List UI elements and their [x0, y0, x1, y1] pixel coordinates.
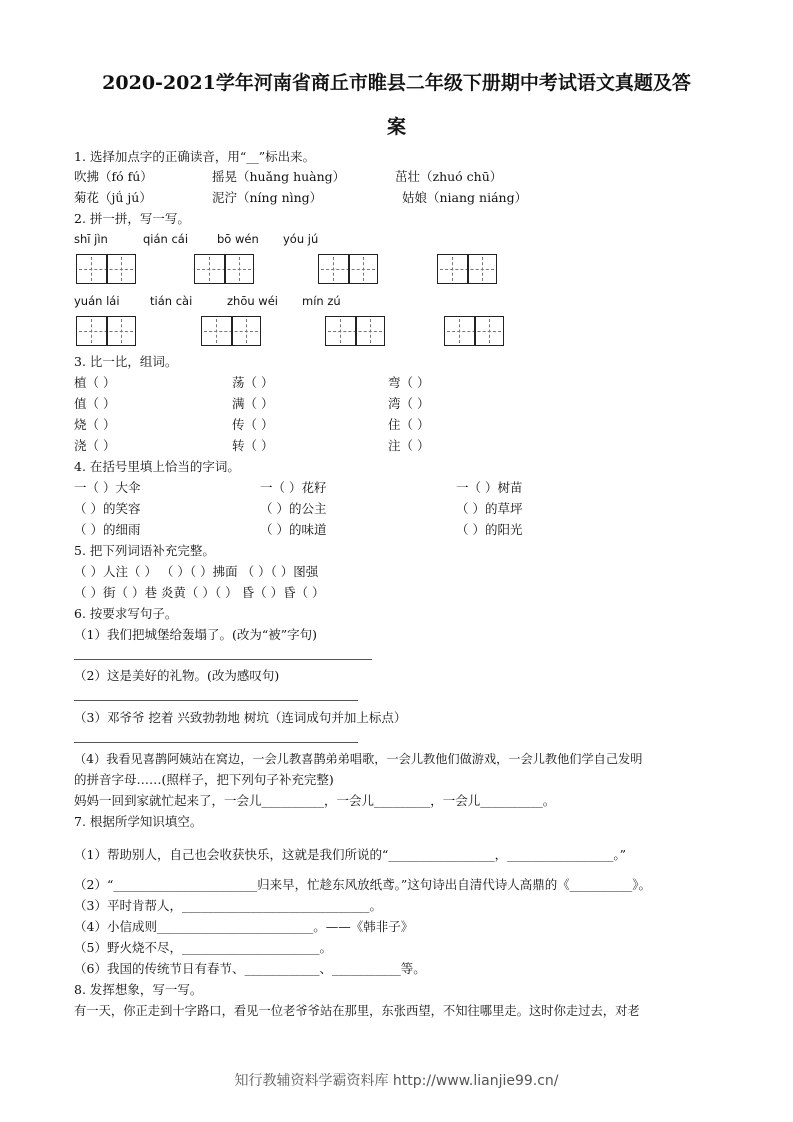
q4-item: （ ）的笑容: [74, 501, 141, 516]
q3-item: 湾（ ）: [388, 396, 430, 411]
q3-item: 注（ ）: [388, 438, 430, 453]
footer-watermark: 知行教辅资料学霸资料库 http://www.lianjie99.cn/: [234, 1073, 559, 1089]
q7-item: （3）平时肯帮人，______________________________。: [74, 898, 382, 913]
q7-item: （4）小信成则_________________________。——《韩非子》: [74, 919, 414, 934]
q4-item: （ ）的阳光: [456, 522, 523, 537]
q1-item: 吹拂（fó fú）: [74, 169, 153, 184]
q1-item: 姑娘（niang niáng）: [402, 190, 528, 205]
q6-sentence: 妈妈一回到家就忙起来了，一会儿__________，一会儿_________，一会儿__________。: [74, 793, 556, 808]
pinyin-label: zhōu wéi: [227, 294, 278, 308]
q4-item: 一（ ）树苗: [456, 480, 523, 495]
q4-heading: 4. 在括号里填上恰当的字词。: [74, 459, 240, 474]
q8-text: 有一天，你正走到十字路口，看见一位老爷爷站在那里，东张西望，不知往哪里走。这时你走过去，对老: [74, 1004, 640, 1018]
title-line-1: 2020-2021学年河南省商丘市睢县二年级下册期中考试语文真题及答: [102, 72, 691, 94]
q3-item: 荡（ ）: [232, 375, 274, 390]
q5-row: （ ）人注（ ） （ ）（ ）拂面 （ ）（ ）图强: [74, 564, 319, 579]
pinyin-label: mín zú: [302, 294, 341, 308]
pinyin-label: yuán lái: [74, 294, 120, 308]
q1-item: 摇晃（huǎng huàng）: [212, 169, 346, 184]
q4-item: （ ）的细雨: [74, 522, 141, 537]
pinyin-label: tián cài: [150, 294, 193, 308]
q2-heading: 2. 拼一拼，写一写。: [74, 211, 190, 226]
q5-row: （ ）街（ ）巷 炎黄（ ）（ ） 昏（ ）昏（ ）: [74, 585, 325, 600]
q3-item: 转（ ）: [232, 438, 274, 453]
q6-sentence: （1）我们把城堡给轰塌了。(改为“被”字句): [74, 627, 317, 642]
q7-item: （1）帮助别人，自己也会收获快乐，这就是我们所说的“_________________，_________________。”: [74, 847, 626, 862]
tianzige-box[interactable]: [201, 316, 261, 346]
answer-line[interactable]: [74, 742, 358, 743]
q3-item: 植（ ）: [74, 375, 116, 390]
pinyin-label: bō wén: [217, 232, 259, 246]
q3-item: 值（ ）: [74, 396, 116, 411]
q4-item: 一（ ）大伞: [74, 480, 141, 495]
tianzige-box[interactable]: [194, 254, 254, 284]
q3-item: 弯（ ）: [388, 375, 430, 390]
q1-item: 菊花（jǘ jú）: [74, 190, 152, 205]
q6-sentence: （4）我看见喜鹊阿姨站在窝边，一会儿教喜鹊弟弟唱歌，一会儿教他们做游戏，一会儿教他们学自己发明: [74, 752, 643, 766]
q8-heading: 8. 发挥想象，写一写。: [74, 982, 203, 997]
q7-item: （2）“_______________________归来早，忙趁东风放纸鸢。”这句诗出自清代诗人高鼎的《__________》。: [74, 877, 651, 892]
q7-heading: 7. 根据所学知识填空。: [74, 814, 203, 829]
q6-sentence: （2）这是美好的礼物。(改为感叹句): [74, 668, 280, 683]
tianzige-box[interactable]: [76, 254, 136, 284]
tianzige-box[interactable]: [437, 254, 497, 284]
q4-item: 一（ ）花籽: [260, 480, 327, 495]
q3-item: 烧（ ）: [74, 417, 116, 432]
q3-item: 传（ ）: [232, 417, 274, 432]
pinyin-label: yóu jú: [283, 232, 319, 246]
tianzige-box[interactable]: [76, 316, 136, 346]
q3-heading: 3. 比一比，组词。: [74, 354, 178, 369]
q5-heading: 5. 把下列词语补充完整。: [74, 543, 215, 558]
q6-sentence: 的拼音字母……(照样子，把下列句子补充完整): [74, 772, 334, 787]
q3-item: 满（ ）: [232, 396, 274, 411]
q6-heading: 6. 按要求写句子。: [74, 606, 178, 621]
q7-item: （6）我国的传统节日有春节、____________、___________等。: [74, 961, 426, 976]
pinyin-label: shī jìn: [74, 232, 108, 246]
q1-item: 泥泞（níng nìng）: [212, 190, 323, 205]
q6-sentence: （3）邓爷爷 挖着 兴致勃勃地 树坑（连词成句并加上标点）: [74, 710, 407, 725]
q3-item: 浇（ ）: [74, 438, 116, 453]
tianzige-box[interactable]: [444, 316, 504, 346]
q1-heading: 1. 选择加点字的正确读音，用“__”标出来。: [74, 149, 316, 164]
q7-item: （5）野火烧不尽，______________________。: [74, 940, 332, 955]
q4-item: （ ）的草坪: [456, 501, 523, 516]
q1-item: 茁壮（zhuó chū）: [395, 169, 503, 184]
pinyin-label: qián cái: [143, 232, 189, 246]
q4-item: （ ）的公主: [260, 501, 327, 516]
answer-line[interactable]: [74, 700, 358, 701]
q3-item: 住（ ）: [388, 417, 430, 432]
answer-line[interactable]: [74, 659, 372, 660]
title-line-2: 案: [386, 116, 406, 138]
tianzige-box[interactable]: [325, 316, 385, 346]
q4-item: （ ）的味道: [260, 522, 327, 537]
tianzige-box[interactable]: [318, 254, 378, 284]
